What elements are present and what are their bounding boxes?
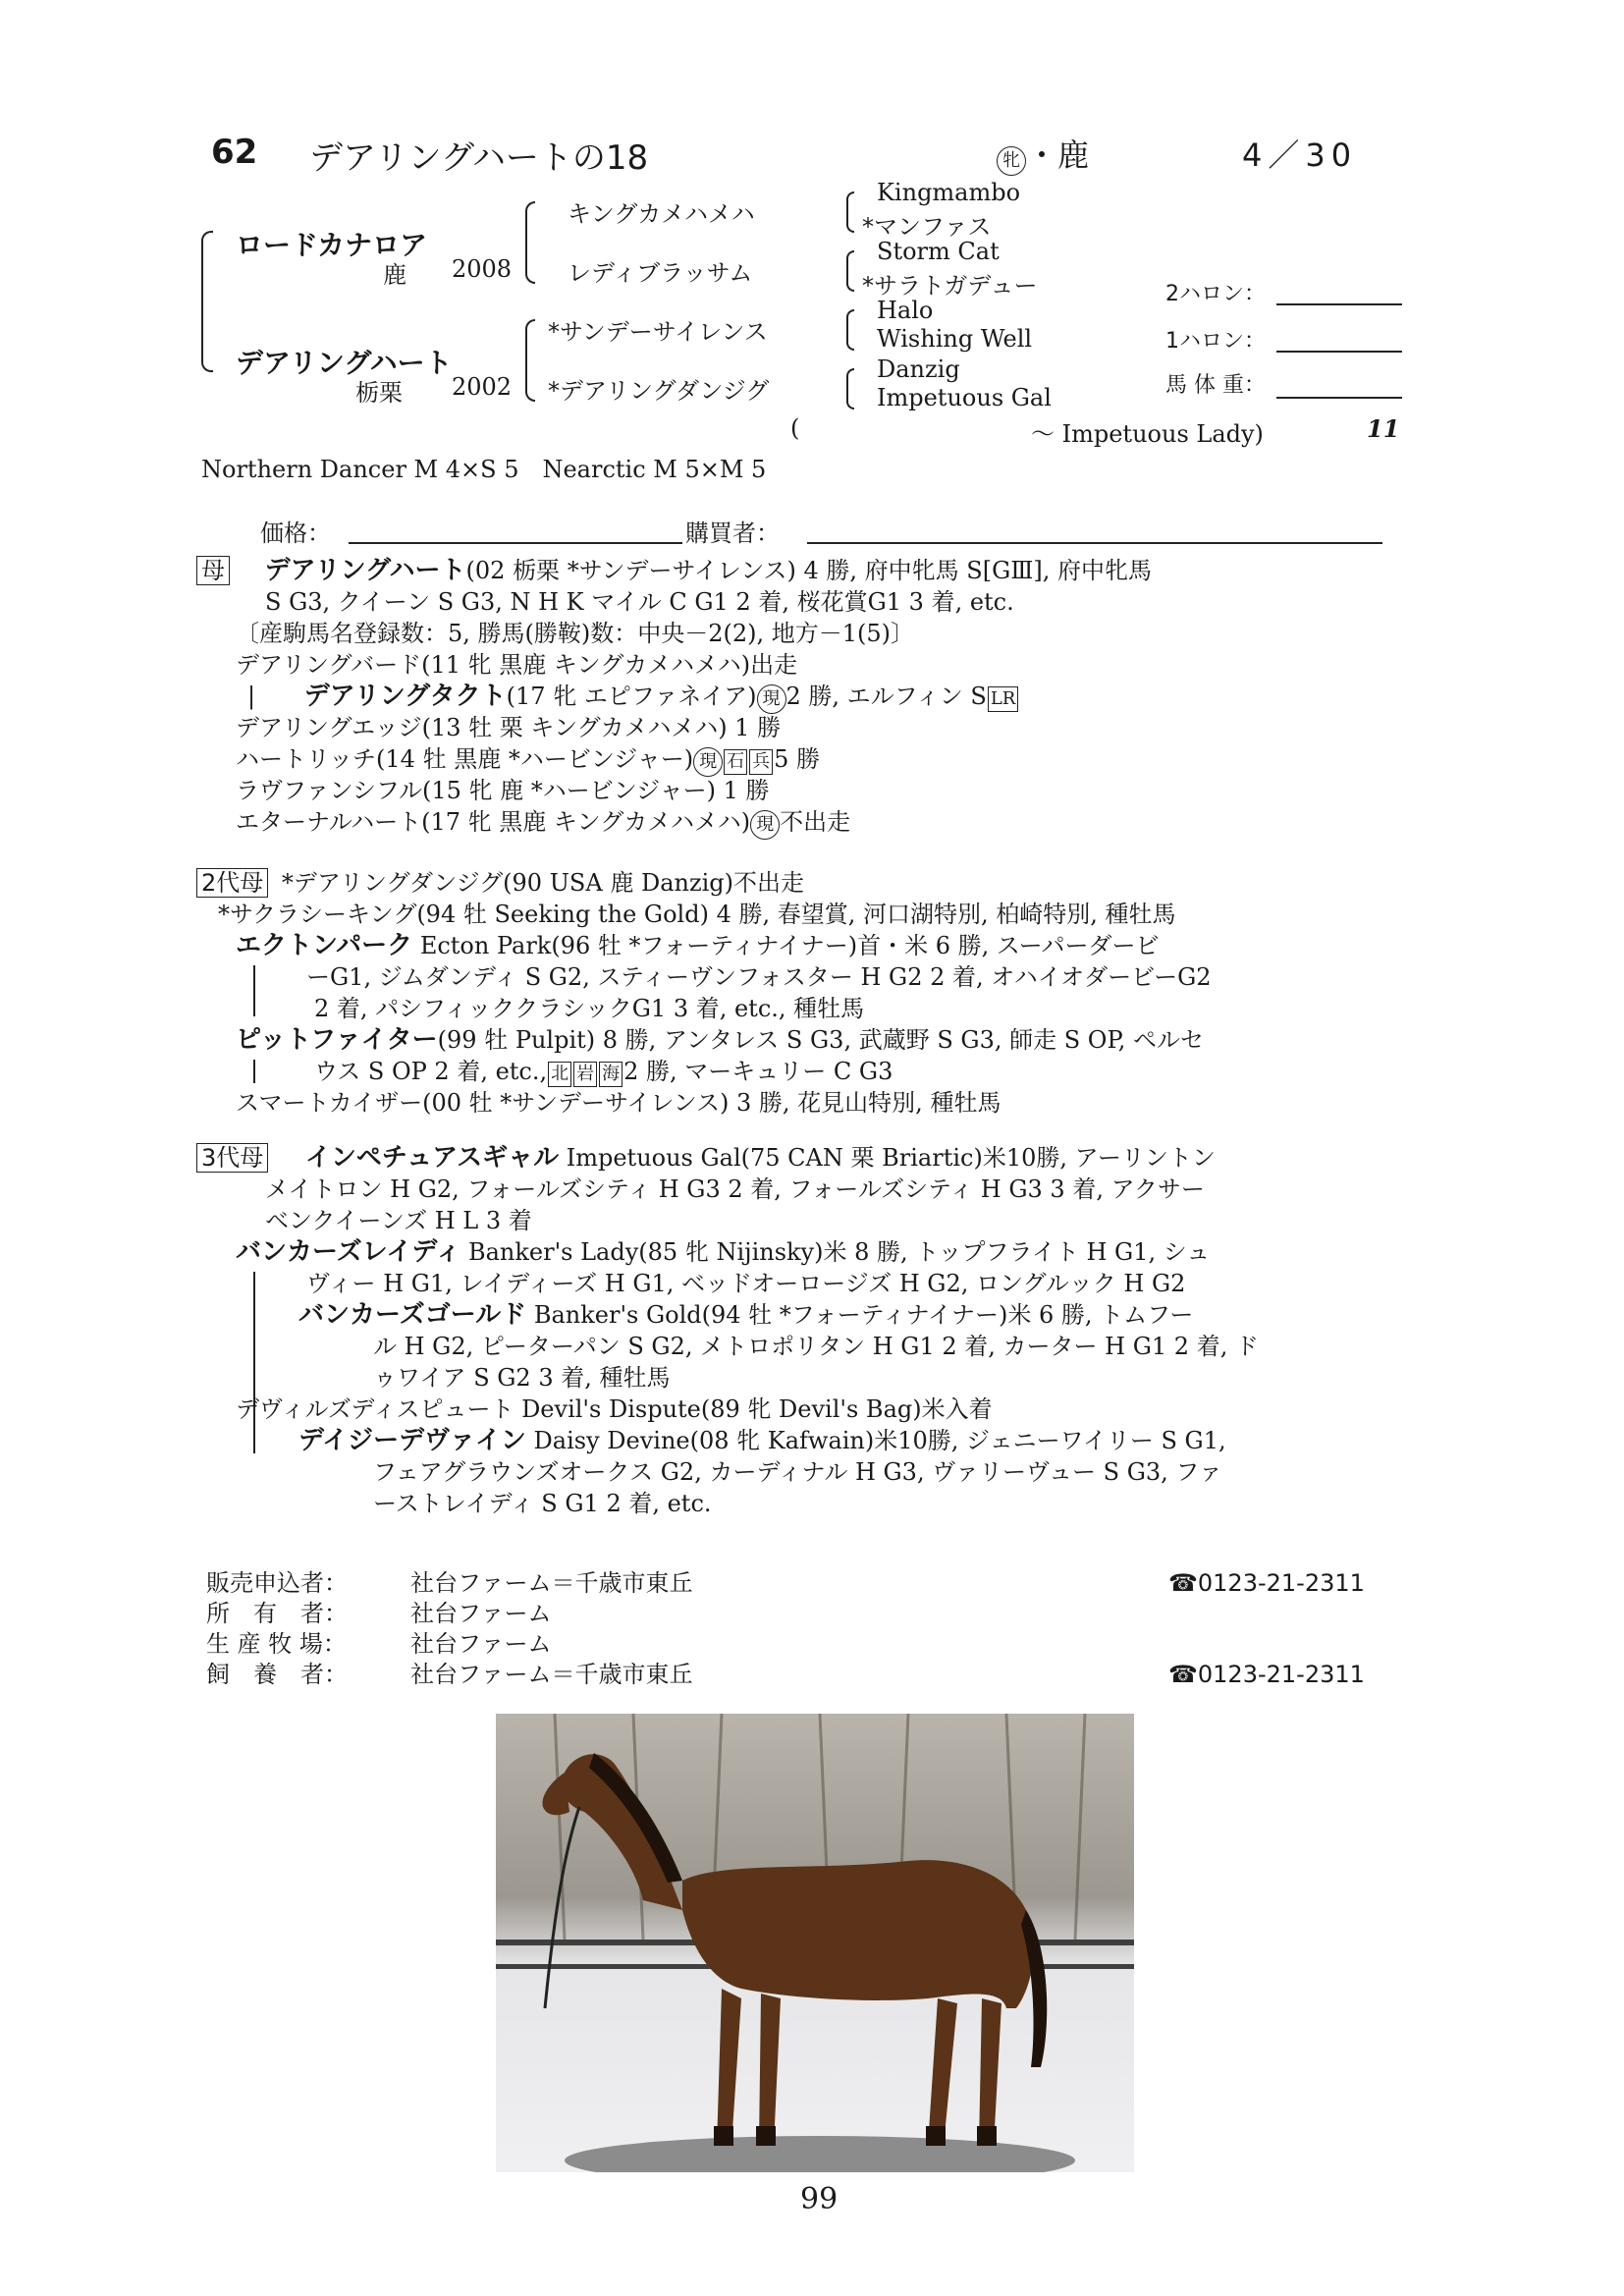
family-number: 11 xyxy=(1367,414,1400,443)
g3-8: Impetuous Gal xyxy=(877,384,1052,411)
region-mark: 海 xyxy=(599,1062,623,1087)
sire-dam: レディブラッサム xyxy=(568,259,753,287)
sire-sire: キングカメハメハ xyxy=(568,200,755,228)
dam-label: 母 xyxy=(196,556,230,585)
one-furlong-label: 1ハロン： xyxy=(1165,329,1266,354)
horse-photo xyxy=(496,1714,1134,2172)
second-dam-line2: *サクラシーキング(94 牡 Seeking the Gold) 4 勝, 春望賞, 河口湖特別, 柏崎特別, 種牡馬 xyxy=(218,901,1176,928)
contact-phone: ☎0123-21-2311 xyxy=(1168,1661,1365,1688)
dam-year: 2002 xyxy=(452,373,513,401)
inbreeding: Northern Dancer M 4×S 5 Nearctic M 5×M 5 xyxy=(201,456,767,483)
third-dam-line5: ヴィー H G1, レイディーズ H G1, ベッドオーロージズ H G2, ロングルック H G2 xyxy=(306,1270,1186,1297)
second-dam-line5: 2 着, パシフィッククラシックG1 3 着, etc., 種牡馬 xyxy=(314,995,865,1022)
second-dam-line3-name: エクトンパーク xyxy=(236,931,413,960)
g3-6: Wishing Well xyxy=(877,325,1033,353)
price-label: 価格： xyxy=(260,519,331,547)
third-dam-line4: Banker's Lady(85 牝 Nijinsky)米 8 勝, トップフライト H G1, シュ xyxy=(460,1238,1211,1266)
second-dam-line7-a: ウス S OP 2 着, etc., xyxy=(314,1058,548,1085)
family-line: 〜 Impetuous Lady) xyxy=(1031,420,1264,448)
third-dam-line3: ベンクイーンズ H L 3 着 xyxy=(265,1207,532,1234)
second-dam-line6: (99 牡 Pulpit) 8 勝, アンタレス S G3, 武蔵野 S G3, 師走 S OP, ペルセ xyxy=(437,1026,1205,1054)
g3-brace-4 xyxy=(846,368,854,410)
dam-line8: ラヴファンシフル(15 牝 鹿 *ハービンジャー) 1 勝 xyxy=(236,777,770,804)
third-dam-line10-name: デイジーデヴァイン xyxy=(298,1426,526,1455)
current-mark: 現 xyxy=(750,810,780,840)
dam-line3: 〔産駒馬名登録数：5, 勝馬(勝鞍)数：中央－2(2), 地方－1(5)〕 xyxy=(236,620,915,647)
dam-line5-b: 2 勝, エルフィン S xyxy=(785,683,987,710)
g3-5: Halo xyxy=(877,297,934,324)
region-mark: 兵 xyxy=(749,749,773,775)
dam-color: 栃栗 xyxy=(355,379,403,407)
contact-value: 社台ファーム＝千歳市東丘 xyxy=(410,1661,693,1688)
dam-line2: S G3, クイーン S G3, N H K マイル C G1 2 着, 桜花賞G1 3 着, etc. xyxy=(265,588,1014,616)
buyer-field xyxy=(807,542,1382,544)
dam-line7-a: ハートリッチ(14 牡 黒鹿 *ハービンジャー) xyxy=(236,745,694,773)
g3-1: Kingmambo xyxy=(877,179,1021,206)
third-dam-line4-name: バンカーズレイディ xyxy=(236,1237,461,1267)
second-dam-label: 2代母 xyxy=(196,868,268,898)
dam-line6: デアリングエッジ(13 牡 栗 キングカメハメハ) 1 勝 xyxy=(236,714,782,741)
region-mark: 北 xyxy=(548,1062,571,1087)
dam-name: デアリングハート xyxy=(236,347,453,379)
g3-4: *サラトガデュー xyxy=(862,272,1038,300)
second-dam-bar xyxy=(253,1060,255,1083)
dam-line4: デアリングバード(11 牝 黒鹿 キングカメハメハ)出走 xyxy=(236,651,798,679)
contact-label: 生 産 牧 場： xyxy=(206,1630,347,1658)
horse-name: デアリングハートの18 xyxy=(309,138,649,178)
buyer-label: 購買者： xyxy=(685,519,780,547)
birth-date: 4／30 xyxy=(1242,137,1358,174)
g3-brace-3 xyxy=(846,309,854,351)
dam-line5-a: (17 牝 エピファネイア) xyxy=(506,683,757,710)
dam-brace xyxy=(525,319,535,402)
dam-line9-b: 不出走 xyxy=(780,808,851,836)
third-dam-line10: Daisy Devine(08 牝 Kafwain)米10勝, ジェニーワイリー S G1, xyxy=(525,1427,1226,1454)
page-number: 99 xyxy=(800,2182,839,2216)
region-mark: 石 xyxy=(724,749,747,775)
contact-value: 社台ファーム xyxy=(410,1630,552,1658)
second-dam-bar xyxy=(253,965,255,1016)
contact-phone: ☎0123-21-2311 xyxy=(1168,1569,1365,1597)
third-dam-line6: Banker's Gold(94 牡 *フォーティナイナー)米 6 勝, トムフー xyxy=(526,1301,1194,1329)
g3-brace-2 xyxy=(846,250,854,292)
sex-mark: 牝 xyxy=(997,146,1026,176)
contact-label: 飼 養 者： xyxy=(206,1661,348,1688)
current-mark: 現 xyxy=(757,684,786,714)
contact-label: 販売申込者： xyxy=(206,1569,348,1597)
third-dam-line1: Impetuous Gal(75 CAN 栗 Briartic)米10勝, アーリントン xyxy=(559,1144,1216,1172)
third-dam-line1-name: インペチュアスギャル xyxy=(304,1143,560,1173)
lot-number: 62 xyxy=(211,133,258,172)
dam-sire: *サンデーサイレンス xyxy=(548,318,768,346)
price-field xyxy=(349,542,682,544)
second-dam-line7-b: 2 勝, マーキュリー C G3 xyxy=(623,1058,893,1085)
sire-color: 鹿 xyxy=(383,261,406,289)
third-dam-label: 3代母 xyxy=(196,1143,268,1173)
sire-name: ロードカナロア xyxy=(236,229,428,261)
contact-label: 所 有 者： xyxy=(206,1600,348,1627)
third-dam-line6-name: バンカーズゴールド xyxy=(298,1300,527,1330)
contact-value: 社台ファーム xyxy=(410,1600,552,1627)
second-dam-line1: *デアリングダンジグ(90 USA 鹿 Danzig)不出走 xyxy=(281,869,805,897)
third-dam-line11: フェアグラウンズオークス G2, カーディナル H G3, ヴァリーヴュー S G3, ファ xyxy=(373,1458,1222,1486)
dam-section-name: デアリングハート xyxy=(264,556,466,585)
g3-2: *マンファス xyxy=(862,213,992,241)
dam-line5-name: デアリングタクト xyxy=(303,682,507,711)
third-dam-bar xyxy=(253,1272,255,1453)
third-dam-line9: デヴィルズディスピュート Devil's Dispute(89 牝 Devil's Bag)米入着 xyxy=(236,1395,993,1423)
third-dam-line2: メイトロン H G2, フォールズシティ H G3 2 着, フォールズシティ H G3 3 着, アクサー xyxy=(265,1175,1205,1203)
weight-field xyxy=(1276,397,1402,399)
third-dam-line8: ゥワイア S G2 3 着, 種牡馬 xyxy=(373,1364,671,1392)
contact-value: 社台ファーム＝千歳市東丘 xyxy=(410,1569,693,1597)
third-dam-line12: ーストレイディ S G1 2 着, etc. xyxy=(373,1490,712,1517)
dam-line9-a: エターナルハート(17 牝 黒鹿 キングカメハメハ) xyxy=(236,808,751,836)
color-label: ・鹿 xyxy=(1026,137,1090,174)
current-mark: 現 xyxy=(693,747,723,777)
listed-race-mark: LR xyxy=(988,686,1019,712)
third-dam-line7: ル H G2, ピーターパン S G2, メトロポリタン H G1 2 着, カーター H G1 2 着, ド xyxy=(373,1333,1259,1360)
two-furlong-field xyxy=(1276,303,1402,305)
dam-line7-b: 5 勝 xyxy=(774,745,821,773)
dam-dam: *デアリングダンジグ xyxy=(548,377,770,405)
g3-3: Storm Cat xyxy=(877,238,1000,265)
dam-line1: (02 栃栗 *サンデーサイレンス) 4 勝, 府中牝馬 S[GⅢ], 府中牝馬 xyxy=(465,557,1153,584)
horse-photo-drawing xyxy=(496,1714,1134,2172)
g3-7: Danzig xyxy=(877,355,960,383)
second-dam-line3: Ecton Park(96 牡 *フォーティナイナー)首・米 6 勝, スーパーダービ xyxy=(412,932,1160,959)
sex-color xyxy=(997,131,1089,176)
sire-brace xyxy=(525,201,535,284)
two-furlong-label: 2ハロン： xyxy=(1165,282,1266,306)
second-dam-line8: スマートカイザー(00 牡 *サンデーサイレンス) 3 勝, 花見山特別, 種牡馬 xyxy=(236,1089,1001,1117)
family-paren-open: ( xyxy=(790,414,800,442)
pedigree-outer-brace xyxy=(201,231,213,372)
second-dam-line4: ーG1, ジムダンディ S G2, スティーヴンフォスター H G2 2 着, オハイオダービーG2 xyxy=(306,963,1212,991)
second-dam-line6-name: ピットファイター xyxy=(236,1025,438,1055)
one-furlong-field xyxy=(1276,351,1402,353)
weight-label: 馬 体 重： xyxy=(1165,373,1266,398)
g3-brace-1 xyxy=(846,191,854,233)
sire-year: 2008 xyxy=(452,255,513,283)
dam-line5-bar: | xyxy=(247,683,256,710)
region-mark: 岩 xyxy=(573,1062,597,1087)
